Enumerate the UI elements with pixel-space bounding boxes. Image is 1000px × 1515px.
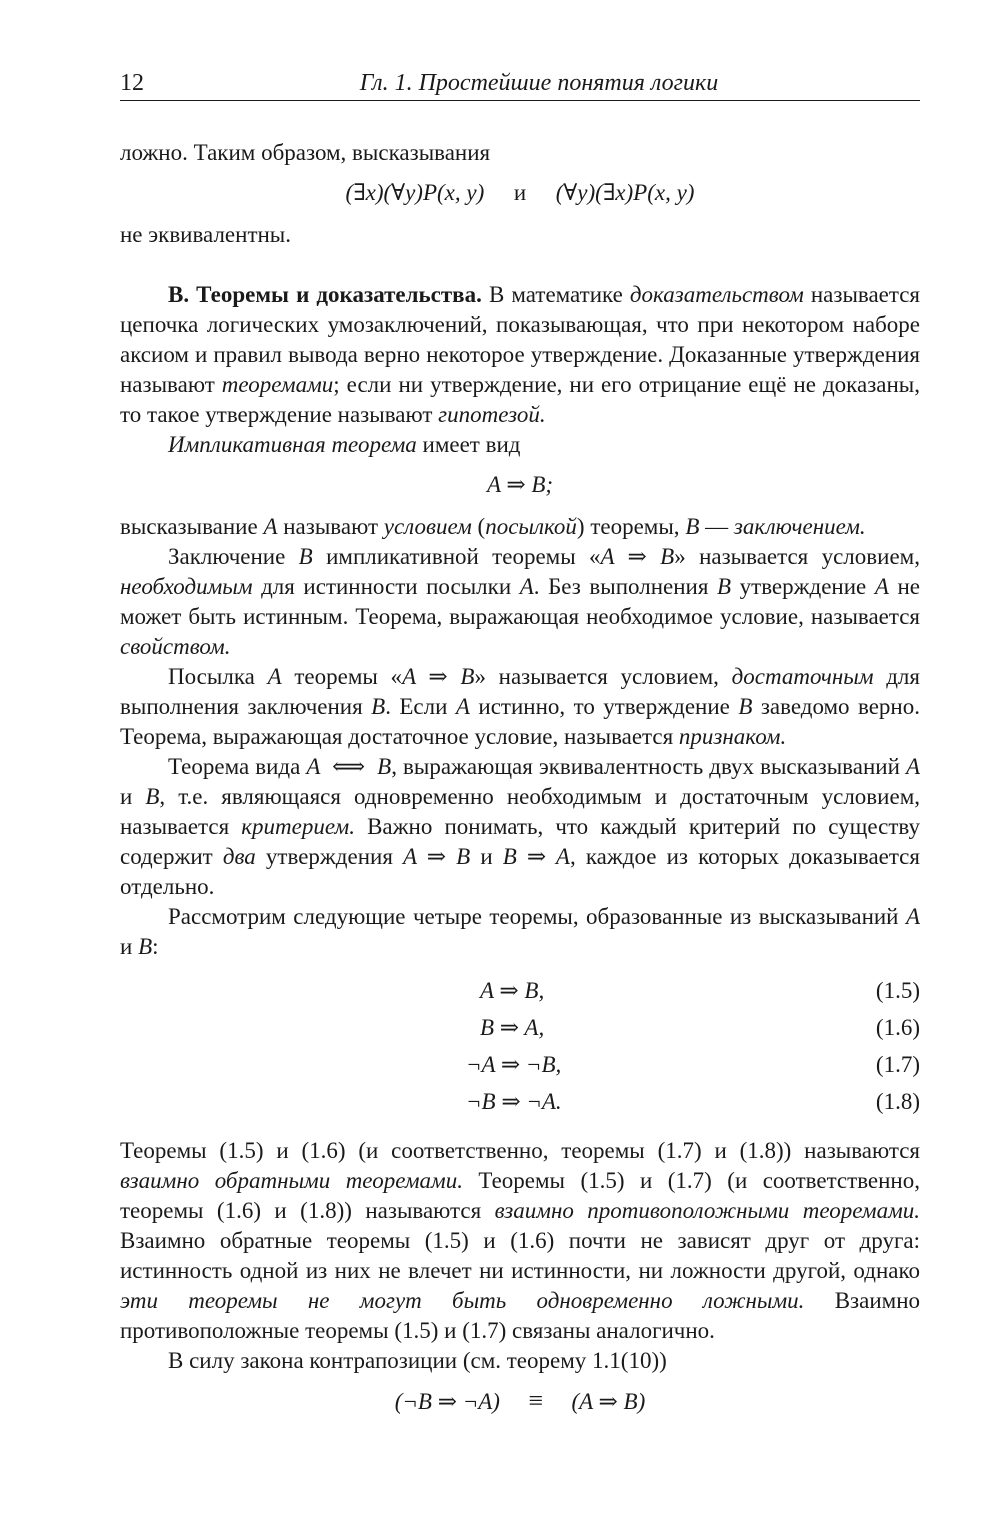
equation-expression: ¬B ⇒ ¬A. (466, 1089, 562, 1114)
formula-left: (∃x)(∀y)P(x, y) (345, 180, 485, 205)
paragraph-four-theorems: Рассмотрим следующие четыре теоремы, образованные из высказываний A и B: (120, 904, 920, 959)
paragraph-criterion: Теорема вида A ⟺ B, выражающая эквивалентность двух высказываний A и B, т.е. являющаяся одновременно необходимым и достаточным условием, называется критерием. Важно понимать, что каждый критерий по существу содержит два утверждения A ⇒ B и B ⇒ A, каждое из которых доказывается отдельно. (120, 754, 920, 899)
equation-number: (1.6) (875, 1015, 920, 1040)
running-title: Гл. 1. Простейшие понятия логики (359, 70, 719, 96)
page-number: 12 (120, 70, 144, 96)
section-heading: B. Теоремы и доказательства. (168, 282, 482, 307)
equation-expression: A ⇒ B, (480, 978, 545, 1003)
formula-implication: A ⇒ B; (486, 472, 554, 497)
equation-expression: B ⇒ A, (480, 1015, 545, 1040)
formula-contraposition: (¬B ⇒ ¬A) ≡ (A ⇒ B) (394, 1386, 646, 1415)
formula-conjunction: и (513, 180, 527, 205)
paragraph-contraposition: В силу закона контрапозиции (см. теорему 1.1(10)) (168, 1348, 667, 1373)
equation-row (120, 1009, 920, 1046)
paragraph-sufficient: Посылка A теоремы «A ⇒ B» называется условием, достаточным для выполнения заключения B. Если A истинно, то утверждение B заведомо верно. Теорема, выражающая достаточное условие, называется признаком. (120, 664, 920, 749)
equation-number: (1.5) (875, 978, 920, 1003)
paragraph-implicative: Импликативная теорема имеет вид (168, 432, 521, 457)
equation-row (120, 972, 920, 1009)
equation-list (120, 972, 920, 1120)
paragraph-condition: высказывание A называют условием (посылкой) теоремы, B — заключением. (120, 514, 866, 539)
paragraph-necessary: Заключение B импликативной теоремы «A ⇒ B» называется условием, необходимым для истинности посылки A. Без выполнения B утверждение A не может быть истинным. Теорема, выражающая необходимое условие, называется свойством. (120, 544, 920, 659)
paragraph-not-equivalent: не эквивалентны. (120, 222, 292, 247)
page-header (120, 66, 920, 101)
equation-row (120, 1083, 920, 1120)
paragraph-mutual-theorems: Теоремы (1.5) и (1.6) (и соответственно, теоремы (1.7) и (1.8)) называются взаимно обратными теоремами. Теоремы (1.5) и (1.7) (и соответственно, теоремы (1.6) и (1.8)) называются взаимно противоположными теоремами. Взаимно обратные теоремы (1.5) и (1.6) почти не зависят друг от друга: истинность одной из них не влечет ни истинности, ни ложности другой, однако эти теоремы не могут быть одновременно ложными. Взаимно противоположные теоремы (1.5) и (1.7) связаны аналогично. (120, 1138, 921, 1343)
paragraph-section-b: B. Теоремы и доказательства. В математике доказательством называется цепочка логических умозаключений, показывающая, что при некотором наборе аксиом и правил вывода верно некоторое утверждение. Доказанные утверждения называют теоремами; если ни утверждение, ни его отрицание ещё не доказаны, то такое утверждение называют гипотезой. (120, 282, 921, 427)
equation-number: (1.8) (875, 1089, 920, 1114)
page-body (120, 138, 920, 1429)
equation-number: (1.7) (875, 1052, 920, 1077)
equation-row (120, 1046, 920, 1083)
paragraph-intro: ложно. Таким образом, высказывания (120, 140, 491, 165)
equation-expression: ¬A ⇒ ¬B, (466, 1052, 562, 1077)
formula-quantifiers (120, 178, 920, 208)
formula-right: (∀y)(∃x)P(x, y) (555, 180, 695, 205)
